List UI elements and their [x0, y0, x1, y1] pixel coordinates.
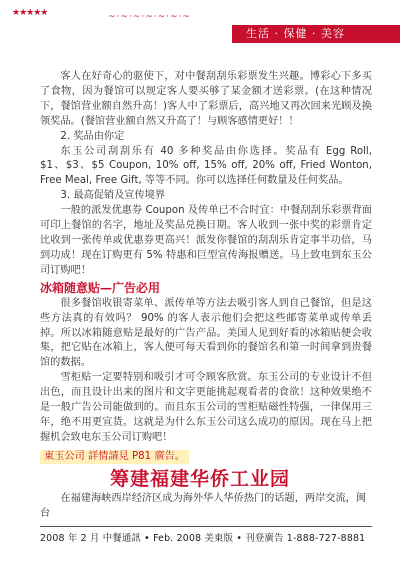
section-banner: 生活 · 保健 · 美容 — [232, 25, 400, 43]
ad-reference-note: 東玉公司 詳情請見 P81 廣告。 — [40, 450, 189, 464]
paragraph-2: 东玉公司刮刮乐有 40 多种奖品由你选择。奖品有 Egg Roll, $1、$3、$5 Coupon, 10% off, 15% off, 20% off, Fried Wonton, Free Meal, Free Gift, 等等不同。你可以选择任何数量及任何奖品。 — [40, 145, 372, 187]
wave-decoration: ~·~·~·~·~·~·~ — [108, 12, 191, 22]
article-body — [40, 70, 372, 465]
page-footer: 2008 年 2 月 中餐通訊 • Feb. 2008 美東版 • 刊登廣告 1-888-727-8881 — [40, 533, 366, 544]
section-title: 冰箱随意贴—广告必用 — [40, 280, 161, 295]
paragraph-5: 雪柜贴一定要特别和吸引才可令顾客欣赏。东玉公司的专业设计不但出色，而且设计出来的图片和文字更能挑起观看者的食欲！这种效果绝不是一般广告公司能做到的。而且东玉公司的雪柜贴磁性特强，一律保用三年，绝不用更宣货。这就是为什么东玉公司这么成功的原因。现在马上把握机会致电东玉公司订购吧！ — [40, 372, 372, 443]
feature-lead: 在福建海峡西岸经济区成为海外华人华侨热门的话题，两岸交流，闽台 — [40, 493, 367, 519]
subheading-2: 2. 奖品由你定 — [60, 130, 125, 142]
paragraph-3: 一般的派发优惠券 Coupon 及传单已不合时宜：中餐刮刮乐彩票背面可印上餐馆的名字，地址及奖品兑换日期。客人收到一张中奖的彩票肯定比收到一张传单或优惠券更高兴！派发你餐馆的刮刮乐肯定事半功倍，马到功成！现在订购更有 5% 特惠和巨型宣传海报赠送。马上致电到东玉公司订购吧！ — [40, 205, 372, 276]
paragraph-4: 很多餐馆收银寄菜单、派传单等方法去吸引客人到自己餐馆，但是这些方法真的有效吗？ 90% 的客人表示他们会把这些邮寄菜单或传单丢掉。所以冰箱随意贴是最好的广告产品。美国人见到好看的冰箱贴便会收集，把它贴在冰箱上，客人便可每天看到你的餐馆名和第一时间拿到贵餐馆的数据。 — [40, 297, 372, 369]
footer-divider — [40, 526, 372, 527]
subheading-3: 3. 最高促销及宣传境界 — [60, 190, 166, 202]
page-header — [0, 0, 400, 56]
paragraph-1: 客人在好奇心的驱使下，对中餐刮刮乐彩票发生兴趣。博彩心下多买了食物，因为餐馆可以规定客人要买够了某金额才送彩票。(在这种情况下，餐馆营业额自然升高！)客人中了彩票后，高兴地又再次回来光顾及换领奖品。(餐馆营业额自然又升高了！与顾客感情更好！！ — [40, 71, 372, 127]
feature-title: 筹建福建华侨工业园 — [109, 468, 290, 490]
star-decoration: ★★★★★ — [12, 8, 48, 18]
